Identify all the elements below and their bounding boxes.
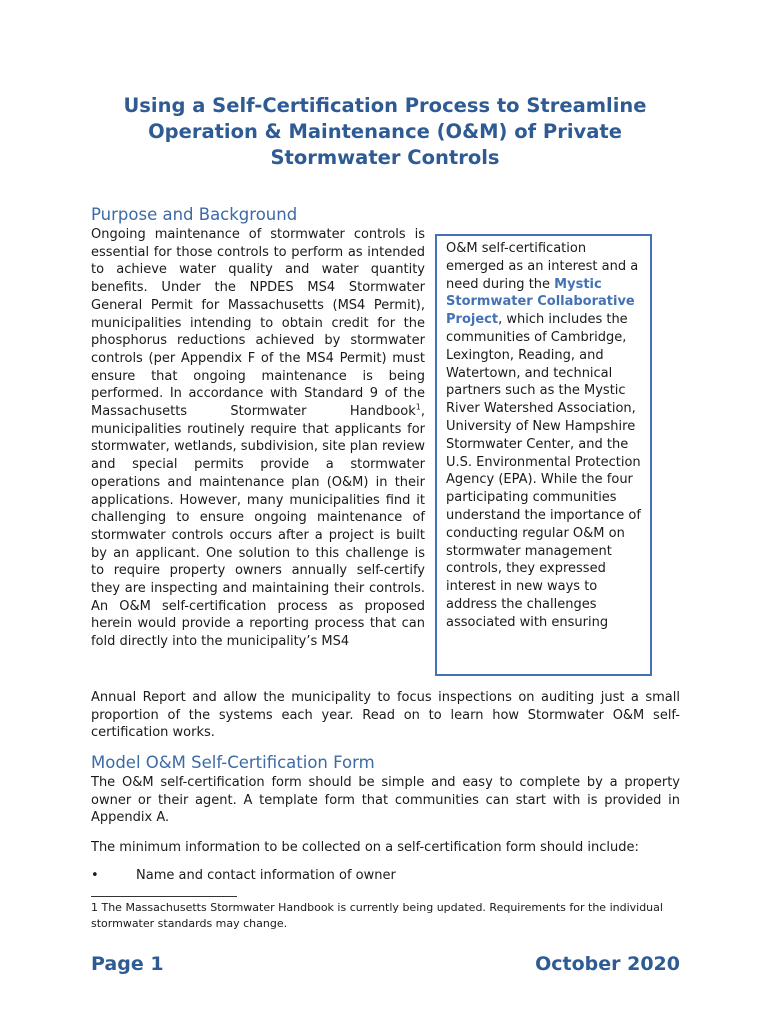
purpose-paragraph bbox=[91, 226, 425, 651]
model-form-paragraph-2: The minimum information to be collected on a self-certification form should include: bbox=[91, 840, 639, 855]
footnote-reference[interactable]: 1 bbox=[415, 402, 421, 412]
footnote-divider bbox=[91, 896, 237, 897]
model-form-heading: Model O&M Self-Certification Form bbox=[91, 753, 375, 772]
document-date: October 2020 bbox=[535, 953, 680, 975]
purpose-continuation: Annual Report and allow the municipality to focus inspections on auditing just a small proportion of the systems each year. Read on to learn how Stormwater O&M self-certification works. bbox=[91, 690, 680, 741]
purpose-text-a: Ongoing maintenance of stormwater controls is essential for those controls to perform as intended to achieve water quality and water quantity benefits. Under the NPDES MS4 Stormwater General Permit for Massachusetts (MS4 Permit), municipalities intending to obtain credit for the phosphorus reductions achieved by stormwater controls (per Appendix F of the MS4 Permit) must ensure that ongoing maintenance is being performed. In accordance with Standard 9 of the Massachusetts Stormwater Handbook bbox=[91, 227, 425, 420]
document-title: Using a Self-Certification Process to Streamline Operation & Maintenance (O&M) of Private Stormwater Controls bbox=[123, 94, 647, 169]
purpose-text-b: , municipalities routinely require that applicants for stormwater, wetlands, subdivision, site plan review and special permits provide a stormwater operations and maintenance plan (O&M) in their applications. However, many municipalities find it challenging to ensure ongoing maintenance of stormwater controls occurs after a project is built by an applicant. One solution to this challenge is to require property owners annually self-certify they are inspecting and maintaining their controls. An O&M self-certification process as proposed herein would provide a reporting process that can fold directly into the municipality’s MS4 bbox=[91, 404, 425, 650]
sidebar-text-after: , which includes the communities of Cambridge, Lexington, Reading, and Watertown, and technical partners such as the Mystic River Watershed Association, University of New Hampshire Stormwater Center, and the U.S. Environmental Protection Agency (EPA). While the four participating communities understand the importance of conducting regular O&M on stormwater management controls, they expressed interest in new ways to address the challenges associated with ensuring bbox=[446, 312, 641, 630]
sidebar-text-before: O&M self-certification emerged as an interest and a need during the bbox=[446, 241, 639, 292]
footnote-text: 1 The Massachusetts Stormwater Handbook is currently being updated. Requirements for the individual stormwater standards may change. bbox=[91, 901, 663, 930]
model-form-paragraph-1: The O&M self-certification form should be simple and easy to complete by a property owner or their agent. A template form that communities can start with is provided in Appendix A. bbox=[91, 775, 680, 826]
purpose-heading: Purpose and Background bbox=[91, 205, 298, 224]
bullet-marker: • bbox=[91, 868, 99, 883]
sidebar-callout bbox=[435, 234, 652, 676]
page-number: Page 1 bbox=[91, 953, 164, 975]
mystic-project-link[interactable]: Mystic Stormwater Collaborative Project bbox=[446, 276, 635, 328]
sidebar-text bbox=[446, 240, 642, 632]
bullet-text: Name and contact information of owner bbox=[136, 868, 396, 883]
